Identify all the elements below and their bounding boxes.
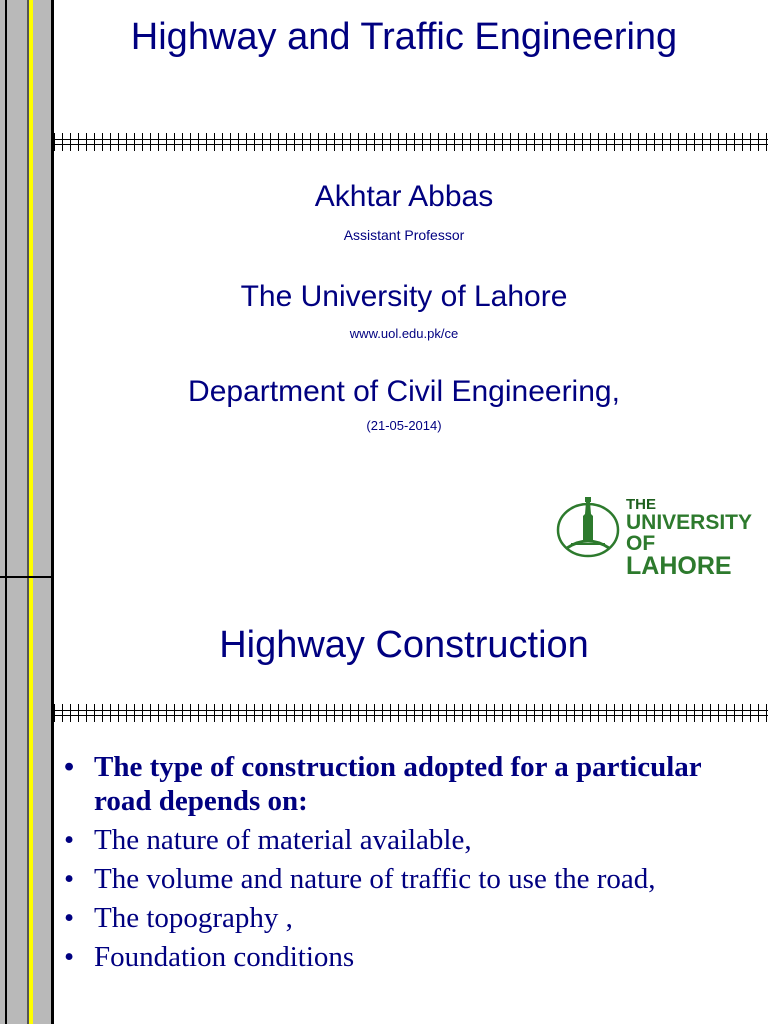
logo-line-1: THE — [626, 496, 656, 513]
bullet-item: • The volume and nature of traffic to use the road, — [60, 862, 758, 896]
logo-line-2: UNIVERSITY OF — [626, 511, 752, 555]
bullet-list — [60, 750, 758, 979]
university-name: The University of Lahore — [240, 280, 568, 313]
road-graphic — [0, 0, 54, 576]
railway-divider — [54, 704, 768, 722]
author-name: Akhtar Abbas — [314, 180, 494, 213]
department-name: Department of Civil Engineering, — [188, 375, 620, 408]
slide-2-title: Highway Construction — [219, 624, 589, 666]
bullet-item: • The topography , — [60, 901, 758, 935]
logo-line-3: LAHORE — [626, 552, 732, 576]
slide-divider — [0, 576, 54, 578]
minar-monument-icon — [555, 494, 621, 560]
bullet-item: • The nature of material available, — [60, 823, 758, 857]
university-website: www.uol.edu.pk/ce — [349, 326, 459, 341]
university-logo — [555, 492, 768, 576]
bullet-item: • Foundation conditions — [60, 940, 758, 974]
author-position: Assistant Professor — [343, 227, 465, 243]
lecture-date: (21-05-2014) — [366, 418, 442, 433]
road-graphic — [0, 576, 54, 1024]
railway-divider — [54, 133, 768, 151]
bullet-item: • The type of construction adopted for a particular road depends on: — [60, 750, 758, 818]
slide-1-title: Highway and Traffic Engineering — [130, 16, 678, 58]
